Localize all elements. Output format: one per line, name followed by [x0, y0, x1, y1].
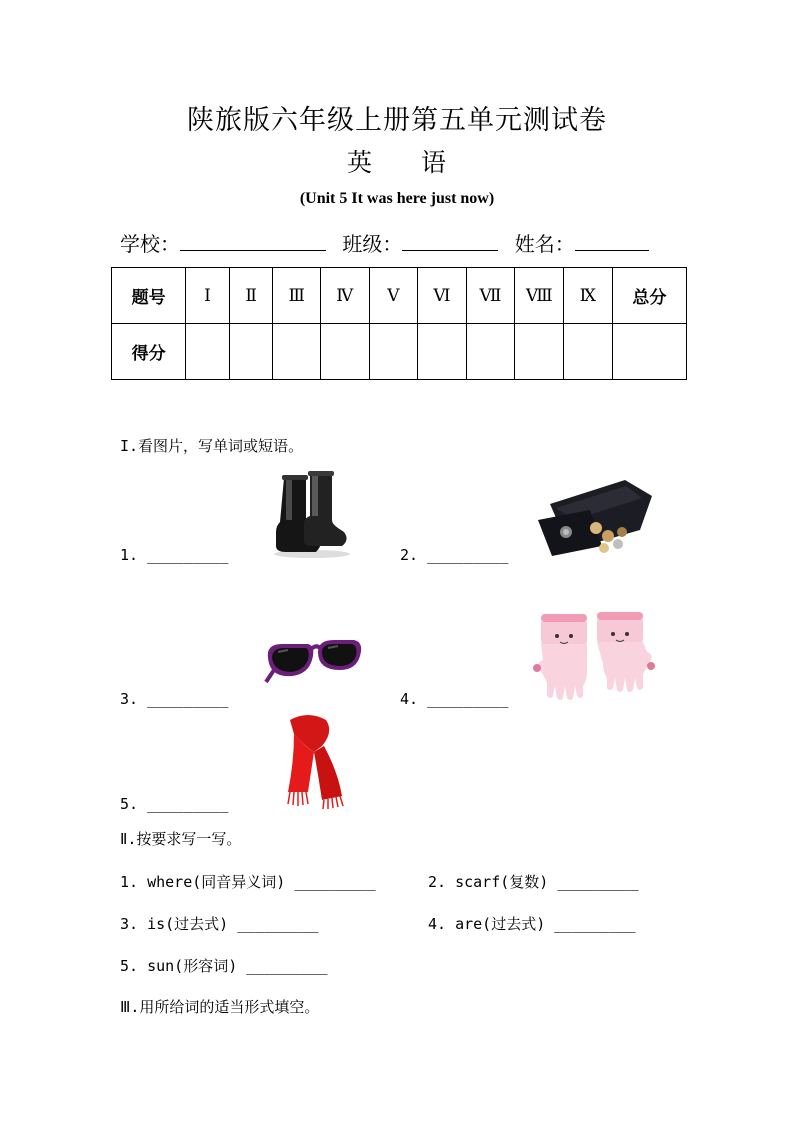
section-1-item-2[interactable]: 2. _________ — [400, 546, 509, 564]
section-2-item-3[interactable]: 3. is(过去式) _________ — [120, 915, 319, 933]
score-cell[interactable] — [418, 324, 467, 380]
section-2-item-2[interactable]: 2. scarf(复数) _________ — [428, 873, 639, 891]
wallet-picture — [530, 474, 655, 560]
school-blank[interactable] — [180, 230, 326, 251]
subject-char-1: 英 — [346, 148, 373, 177]
class-blank[interactable] — [402, 230, 498, 251]
column-header: Ⅷ — [515, 268, 564, 324]
column-header: Ⅸ — [564, 268, 613, 324]
column-header: Ⅲ — [273, 268, 321, 324]
section-3-heading: Ⅲ.用所给词的适当形式填空。 — [120, 998, 320, 1016]
boots-picture — [266, 470, 354, 560]
score-cell[interactable] — [186, 324, 230, 380]
score-cell[interactable] — [369, 324, 418, 380]
column-header: Ⅳ — [320, 268, 369, 324]
unit-subtitle: (Unit 5 It was here just now) — [299, 190, 495, 207]
table-row — [112, 268, 687, 324]
section-2-item-5[interactable]: 5. sun(形容词) _________ — [120, 957, 328, 975]
student-info-line — [120, 228, 649, 257]
section-1-item-1[interactable]: 1. _________ — [120, 546, 229, 564]
subject-title — [0, 143, 794, 179]
name-blank[interactable] — [575, 230, 649, 251]
score-cell[interactable] — [229, 324, 273, 380]
column-header: Ⅴ — [369, 268, 418, 324]
section-1-item-5[interactable]: 5. _________ — [120, 795, 229, 813]
section-2-heading: Ⅱ.按要求写一写。 — [120, 830, 242, 848]
scarf-picture — [268, 712, 350, 810]
sunglasses-picture — [262, 630, 366, 686]
section-2-item-1[interactable]: 1. where(同音异义词) _________ — [120, 873, 376, 891]
section-1-item-3[interactable]: 3. _________ — [120, 690, 229, 708]
section-1-heading: I.看图片，写单词或短语。 — [120, 437, 304, 455]
class-label: 班级： — [342, 232, 403, 256]
score-cell[interactable] — [612, 324, 686, 380]
column-header: Ⅵ — [418, 268, 467, 324]
section-1-item-4[interactable]: 4. _________ — [400, 690, 509, 708]
score-label: 得分 — [112, 324, 186, 380]
score-cell[interactable] — [564, 324, 613, 380]
score-cell[interactable] — [273, 324, 321, 380]
score-table — [111, 267, 687, 380]
subject-char-2: 语 — [421, 148, 448, 177]
school-label: 学校： — [120, 232, 180, 256]
column-header: Ⅶ — [466, 268, 515, 324]
column-header: Ⅱ — [229, 268, 273, 324]
gloves-picture — [527, 608, 659, 704]
total-label: 总分 — [612, 268, 686, 324]
question-number-label: 题号 — [112, 268, 186, 324]
score-cell[interactable] — [320, 324, 369, 380]
name-label: 姓名： — [514, 232, 575, 256]
score-cell[interactable] — [515, 324, 564, 380]
section-2-item-4[interactable]: 4. are(过去式) _________ — [428, 915, 636, 933]
table-row — [112, 324, 687, 380]
score-cell[interactable] — [466, 324, 515, 380]
column-header: Ⅰ — [186, 268, 230, 324]
page-title: 陕旅版六年级上册第五单元测试卷 — [187, 105, 607, 136]
